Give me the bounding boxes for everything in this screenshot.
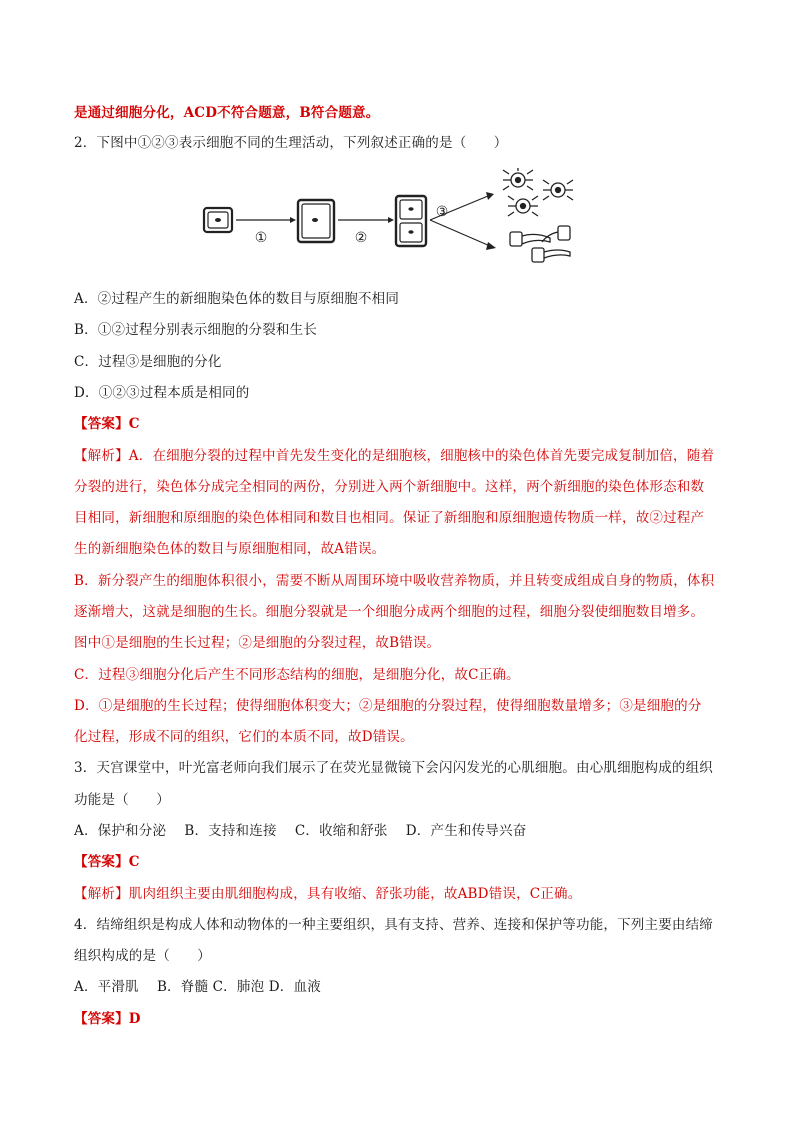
process-label-3: ③	[435, 204, 449, 220]
process-label-1: ①	[254, 230, 268, 246]
answer-2: 【答案】C	[74, 416, 140, 432]
explanation-2-line-8: C．过程③细胞分化后产生不同形态结构的细胞，是细胞分化，故C正确。	[74, 667, 520, 683]
explanation-2-line-3: 目相同，新细胞和原细胞的染色体相同和数目也相同。保证了新细胞和原细胞遗传物质一样，故②过程产	[74, 510, 705, 526]
option-2c: C．过程③是细胞的分化	[74, 354, 222, 370]
answer-4: 【答案】D	[74, 1011, 141, 1027]
explanation-2-line-4: 生的新细胞染色体的数目与原细胞相同，故A错误。	[74, 541, 386, 557]
option-2b: B．①②过程分别表示细胞的分裂和生长	[74, 322, 318, 338]
question-4-stem-line-1: 4．结缔组织是构成人体和动物体的一种主要组织，具有支持、营养、连接和保护等功能，下列主要由结缔	[74, 917, 713, 933]
explanation-2-line-5: B．新分裂产生的细胞体积很小，需要不断从周围环境中吸收营养物质，并且转变成组成自身的物质，体积	[74, 573, 715, 589]
option-2a: A．②过程产生的新细胞染色体的数目与原细胞不相同	[74, 291, 400, 307]
explanation-2-line-10: 化过程，形成不同的组织，它们的本质不同，故D错误。	[74, 729, 414, 745]
original-cell	[204, 208, 232, 232]
cell-process-figure	[196, 168, 616, 268]
question-3-options: A．保护和分泌 B．支持和连接 C．收缩和舒张 D．产生和传导兴奋	[74, 823, 527, 839]
answer-3: 【答案】C	[74, 854, 140, 870]
explanation-2-line-6: 逐渐增大，这就是细胞的生长。细胞分裂就是一个细胞分成两个细胞的过程，细胞分裂使细胞数目增多。	[74, 604, 705, 620]
question-4-options: A．平滑肌 B．脊髓 C．肺泡 D．血液	[74, 979, 321, 995]
question-3-stem-line-2: 功能是（ ）	[74, 792, 170, 808]
arrow-3-lower	[430, 220, 490, 246]
nerve-cells	[503, 168, 573, 216]
prev-explanation-end: 是通过细胞分化，ACD不符合题意，B符合题意。	[74, 105, 380, 121]
elongated-cells	[510, 226, 570, 262]
explanation-2-line-1: 【解析】A．在细胞分裂的过程中首先发生变化的是细胞核，细胞核中的染色体首先要完成复制加倍，随着	[74, 448, 715, 464]
grown-cell	[298, 200, 334, 242]
question-3-stem-line-1: 3．天宫课堂中，叶光富老师向我们展示了在荧光显微镜下会闪闪发光的心肌细胞。由心肌细胞构成的组织	[74, 760, 713, 776]
question-2-stem: 2．下图中①②③表示细胞不同的生理活动，下列叙述正确的是（ ）	[74, 135, 508, 151]
option-2d: D．①②③过程本质是相同的	[74, 385, 250, 401]
question-4-stem-line-2: 组织构成的是（ ）	[74, 948, 211, 964]
explanation-3: 【解析】肌肉组织主要由肌细胞构成，具有收缩、舒张功能，故ABD错误，C正确。	[74, 886, 582, 902]
explanation-2-line-9: D．①是细胞的生长过程；使得细胞体积变大；②是细胞的分裂过程，使得细胞数量增多；③是细胞的分	[74, 698, 702, 714]
explanation-2-line-2: 分裂的进行，染色体分成完全相同的两份，分别进入两个新细胞中。这样，两个新细胞的染色体形态和数	[74, 479, 705, 495]
explanation-2-line-7: 图中①是细胞的生长过程；②是细胞的分裂过程，故B错误。	[74, 635, 441, 651]
divided-cells	[396, 196, 426, 246]
process-label-2: ②	[354, 230, 368, 246]
